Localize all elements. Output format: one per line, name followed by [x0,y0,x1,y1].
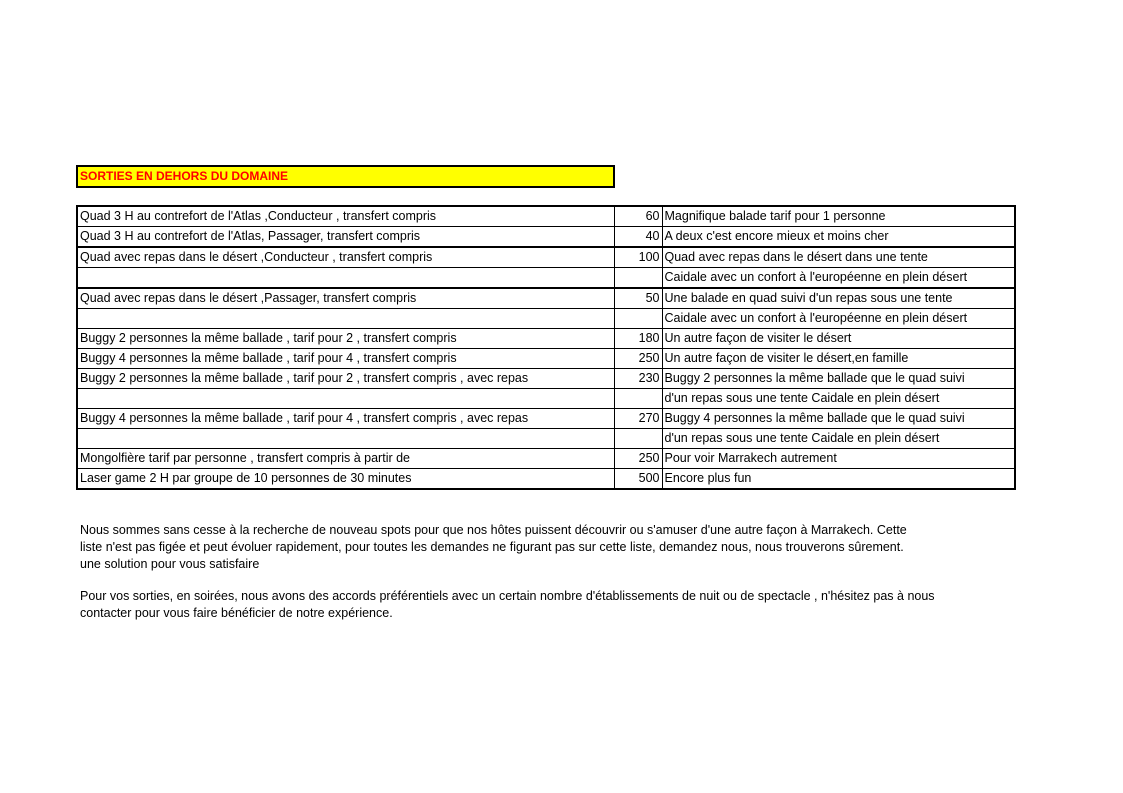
description-cell: d'un repas sous une tente Caidale en plein désert [662,389,1015,409]
activity-cell: Quad 3 H au contrefort de l'Atlas, Passager, transfert compris [77,227,614,248]
description-cell: Pour voir Marrakech autrement [662,449,1015,469]
activities-table [76,205,1016,490]
description-cell: Un autre façon de visiter le désert,en famille [662,349,1015,369]
description-cell: Un autre façon de visiter le désert [662,329,1015,349]
table-row [77,268,1015,289]
table-row [77,429,1015,449]
description-cell: Une balade en quad suivi d'un repas sous une tente [662,288,1015,309]
price-cell: 50 [614,288,662,309]
price-cell: 180 [614,329,662,349]
paragraph-line: Nous sommes sans cesse à la recherche de nouveau spots pour que nos hôtes puissent découvrir ou s'amuser d'une autre façon à Marrakech. Cette [80,523,907,537]
activity-cell: Quad 3 H au contrefort de l'Atlas ,Conducteur , transfert compris [77,206,614,227]
table-row [77,288,1015,309]
description-cell: Caidale avec un confort à l'européenne en plein désert [662,309,1015,329]
section-title: SORTIES EN DEHORS DU DOMAINE [80,169,289,183]
activity-cell [77,309,614,329]
table-row [77,349,1015,369]
description-cell: A deux c'est encore mieux et moins cher [662,227,1015,248]
activity-cell: Mongolfière tarif par personne , transfert compris à partir de [77,449,614,469]
paragraph-line: Pour vos sorties, en soirées, nous avons des accords préférentiels avec un certain nombre d'établissements de nuit ou de spectacle , n'hésitez pas à nous [80,589,935,603]
activity-cell: Laser game 2 H par groupe de 10 personnes de 30 minutes [77,469,614,490]
price-cell: 250 [614,349,662,369]
paragraph-line: contacter pour vous faire bénéficier de notre expérience. [80,606,393,620]
table-row [77,469,1015,490]
price-cell: 500 [614,469,662,490]
price-cell: 230 [614,369,662,389]
description-cell: Buggy 2 personnes la même ballade que le quad suivi [662,369,1015,389]
table-row [77,449,1015,469]
evening-paragraph [80,588,1010,622]
price-cell: 40 [614,227,662,248]
price-cell: 60 [614,206,662,227]
description-cell: d'un repas sous une tente Caidale en plein désert [662,429,1015,449]
price-cell [614,389,662,409]
activity-cell: Buggy 2 personnes la même ballade , tarif pour 2 , transfert compris [77,329,614,349]
table-row [77,206,1015,227]
activity-cell: Buggy 4 personnes la même ballade , tarif pour 4 , transfert compris , avec repas [77,409,614,429]
activity-cell: Buggy 2 personnes la même ballade , tarif pour 2 , transfert compris , avec repas [77,369,614,389]
price-cell: 270 [614,409,662,429]
table-row [77,309,1015,329]
activity-cell [77,389,614,409]
activity-cell [77,268,614,289]
price-cell: 100 [614,247,662,268]
activity-cell: Quad avec repas dans le désert ,Passager, transfert compris [77,288,614,309]
table-row [77,409,1015,429]
paragraph-line: liste n'est pas figée et peut évoluer rapidement, pour toutes les demandes ne figurant pas sur cette liste, demandez nous, nous trouverons sûrement. [80,540,904,554]
table-row [77,389,1015,409]
price-cell [614,309,662,329]
section-title-bar [76,165,615,188]
description-cell: Magnifique balade tarif pour 1 personne [662,206,1015,227]
price-cell [614,429,662,449]
activity-cell: Buggy 4 personnes la même ballade , tarif pour 4 , transfert compris [77,349,614,369]
table-row [77,247,1015,268]
info-paragraph [80,522,1010,573]
table-row [77,227,1015,248]
price-cell [614,268,662,289]
table-row [77,329,1015,349]
description-cell: Buggy 4 personnes la même ballade que le quad suivi [662,409,1015,429]
description-cell: Encore plus fun [664,471,752,485]
price-cell: 250 [614,449,662,469]
activity-cell [77,429,614,449]
paragraph-line: une solution pour vous satisfaire [80,557,260,571]
description-cell: Quad avec repas dans le désert dans une tente [662,247,1015,268]
table-row [77,369,1015,389]
description-cell: Caidale avec un confort à l'européenne en plein désert [662,268,1015,289]
activity-cell: Quad avec repas dans le désert ,Conducteur , transfert compris [77,247,614,268]
